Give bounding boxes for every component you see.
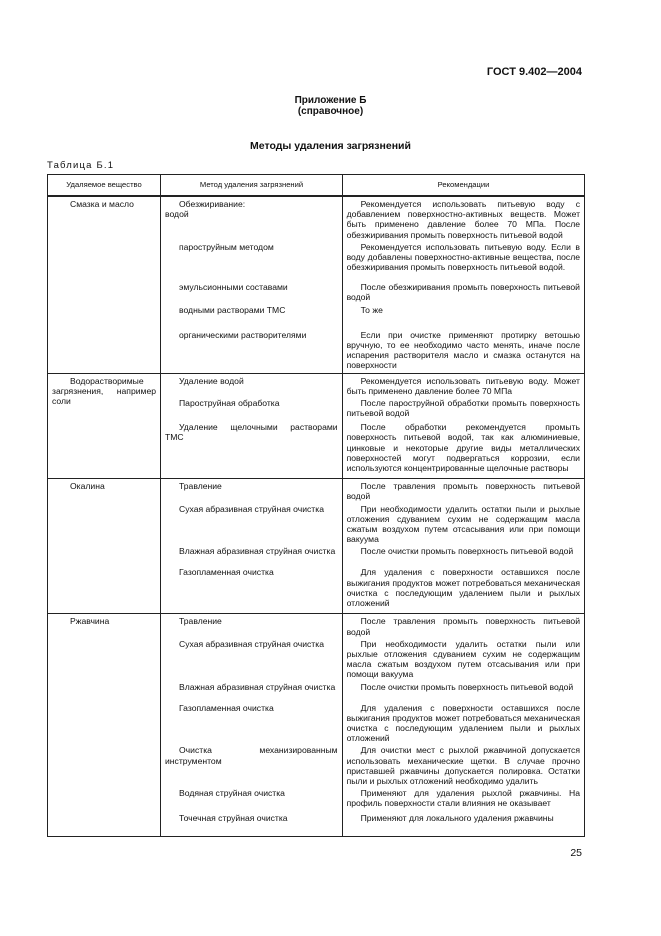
recommendation-text: После обезжиривания промыть поверхность питьевой водой bbox=[346, 281, 580, 303]
column-header-method: Метод удаления загрязнений bbox=[161, 175, 343, 197]
substance-label: Ржавчина bbox=[70, 616, 110, 627]
table-header-row bbox=[48, 175, 585, 197]
method-row bbox=[161, 614, 584, 636]
method-row bbox=[161, 328, 584, 373]
method-text: Удаление водой bbox=[179, 375, 244, 386]
column-header-substance: Удаляемое вещество bbox=[48, 175, 161, 197]
recommendation-text: Рекомендуется использовать питьевую воду. Если в воду добавлены поверхностно-активные вещества, после обезжиривания промыть поверхность питьевой водой. bbox=[346, 241, 580, 273]
method-text: Сухая абразивная струйная очистка bbox=[179, 638, 324, 649]
method-row bbox=[161, 544, 584, 565]
recommendation-text: Применяют для локального удаления ржавчины bbox=[360, 813, 554, 824]
recommendation-text: Если при очистке применяют протирку ветошью вручную, то ее необходимо часто менять, иначе после испарения растворителя масло и смазка останутся на поверхности bbox=[346, 329, 580, 371]
recommendation-text: После травления промыть поверхность питьевой водой bbox=[346, 481, 580, 502]
recommendation-text: То же bbox=[360, 304, 383, 315]
recommendation-text: После обработки рекомендуется промыть поверхность питьевой водой, так как алюминиевые, цинковые и некоторые другие виды металлических поверхностей могут подвергаться коррозии, если используются концентрированные щелочные растворы bbox=[346, 422, 580, 474]
substance-label: Смазка и масло bbox=[70, 199, 134, 209]
method-text: водными растворами ТМС bbox=[179, 304, 286, 315]
table-group bbox=[48, 479, 585, 614]
method-text: Травление bbox=[179, 481, 222, 492]
method-row bbox=[161, 565, 584, 613]
method-text: органическими растворителями bbox=[179, 329, 307, 340]
recommendation-text: При необходимости удалить остатки пыли и рыхлые отложения сдуванием сухим не содержащим масла сжатым воздухом путем отсасывания или при помощи вакуума bbox=[346, 503, 580, 545]
method-text: Пароструйная обработка bbox=[179, 398, 280, 409]
method-row bbox=[161, 303, 584, 328]
method-row bbox=[161, 701, 584, 744]
substance-cell bbox=[48, 196, 161, 373]
method-row bbox=[161, 680, 584, 701]
substance-cell bbox=[48, 479, 161, 614]
method-text: эмульсионными составами bbox=[179, 281, 288, 292]
method-row bbox=[161, 374, 584, 396]
appendix-heading bbox=[0, 95, 661, 117]
column-header-recommendations: Рекомендации bbox=[343, 175, 585, 197]
method-recommendation-cell bbox=[161, 373, 585, 478]
section-title: Методы удаления загрязнений bbox=[250, 140, 411, 152]
method-text: Травление bbox=[179, 616, 222, 627]
recommendation-text: Для удаления с поверхности оставшихся после выжигания продуктов может потребоваться механическая очистка с последующим удалением пыли и рыхлых отложений bbox=[346, 702, 580, 744]
method-row bbox=[161, 479, 584, 501]
table-row bbox=[48, 614, 585, 837]
method-row bbox=[161, 637, 584, 680]
recommendation-text: После травления промыть поверхность питьевой водой bbox=[346, 616, 580, 637]
method-row bbox=[161, 811, 584, 836]
table-row bbox=[48, 196, 585, 373]
recommendation-text: Для удаления с поверхности оставшихся после выжигания продуктов может потребоваться механическая очистка с последующим удалением пыли и рыхлых отложений bbox=[346, 567, 580, 609]
method-row bbox=[161, 240, 584, 280]
method-row bbox=[161, 502, 584, 545]
method-text: Очистка механизированным инструментом bbox=[165, 745, 338, 766]
substance-label: Окалина bbox=[70, 481, 105, 492]
method-text: Обезжиривание: водой bbox=[165, 199, 246, 220]
substance-label: Водорастворимые загрязнения, например соли bbox=[52, 375, 156, 407]
table-group bbox=[48, 373, 585, 478]
appendix-title: Приложение Б bbox=[294, 95, 367, 106]
method-text: Газопламенная очистка bbox=[179, 567, 274, 578]
table-group bbox=[48, 196, 585, 373]
method-text: Газопламенная очистка bbox=[179, 702, 274, 713]
recommendation-text: После очистки промыть поверхность питьевой водой bbox=[360, 546, 574, 557]
method-text: Влажная абразивная струйная очистка bbox=[179, 681, 336, 692]
recommendation-text: После пароструйной обработки промыть поверхность питьевой водой bbox=[346, 398, 580, 419]
method-row bbox=[161, 197, 584, 240]
method-text: Удаление щелочными растворами ТМС bbox=[165, 422, 338, 443]
method-recommendation-cell bbox=[161, 196, 585, 373]
appendix-kind: (справочное) bbox=[297, 106, 364, 117]
recommendation-text: При необходимости удалить остатки пыли или рыхлые отложения сдуванием сухим не содержащим масла сжатым воздухом путем отсасывания или при помощи вакуума bbox=[346, 638, 580, 680]
method-row bbox=[161, 786, 584, 811]
method-row bbox=[161, 396, 584, 420]
recommendation-text: Рекомендуется использовать питьевую воду. Может быть применено давление более 70 МПа bbox=[346, 375, 580, 397]
method-text: Сухая абразивная струйная очистка bbox=[179, 503, 324, 514]
table-group bbox=[48, 614, 585, 837]
method-recommendation-cell bbox=[161, 614, 585, 837]
method-text: Водяная струйная очистка bbox=[179, 788, 285, 799]
method-text: Влажная абразивная струйная очистка bbox=[179, 546, 336, 557]
methods-table bbox=[47, 174, 585, 837]
substance-cell bbox=[48, 614, 161, 837]
document-code: ГОСТ 9.402—2004 bbox=[486, 66, 582, 78]
substance-cell bbox=[48, 373, 161, 478]
recommendation-text: Для очистки мест с рыхлой ржавчиной допускается использовать механические щетки. В случае прочно приставшей ржавчины допускается полировка. Остатки пыли и рыхлых отложений необходимо удалить bbox=[346, 745, 580, 787]
method-row bbox=[161, 743, 584, 786]
table-caption: Таблица Б.1 bbox=[47, 160, 115, 171]
method-row bbox=[161, 280, 584, 303]
table-row bbox=[48, 373, 585, 478]
page-number: 25 bbox=[570, 847, 582, 859]
recommendation-text: Применяют для удаления рыхлой ржавчины. На профиль поверхности стали влияния не оказывает bbox=[346, 788, 580, 809]
table-row bbox=[48, 479, 585, 614]
method-text: пароструйным методом bbox=[179, 241, 274, 252]
recommendation-text: Рекомендуется использовать питьевую воду с добавлением поверхностно-активных веществ. Может быть применено давление более 70 МПа. После обезжиривания промыть поверхность питьевой водой bbox=[346, 199, 580, 240]
method-text: Точечная струйная очистка bbox=[179, 813, 288, 824]
recommendation-text: После очистки промыть поверхность питьевой водой bbox=[360, 681, 574, 692]
method-recommendation-cell bbox=[161, 479, 585, 614]
method-row bbox=[161, 420, 584, 478]
